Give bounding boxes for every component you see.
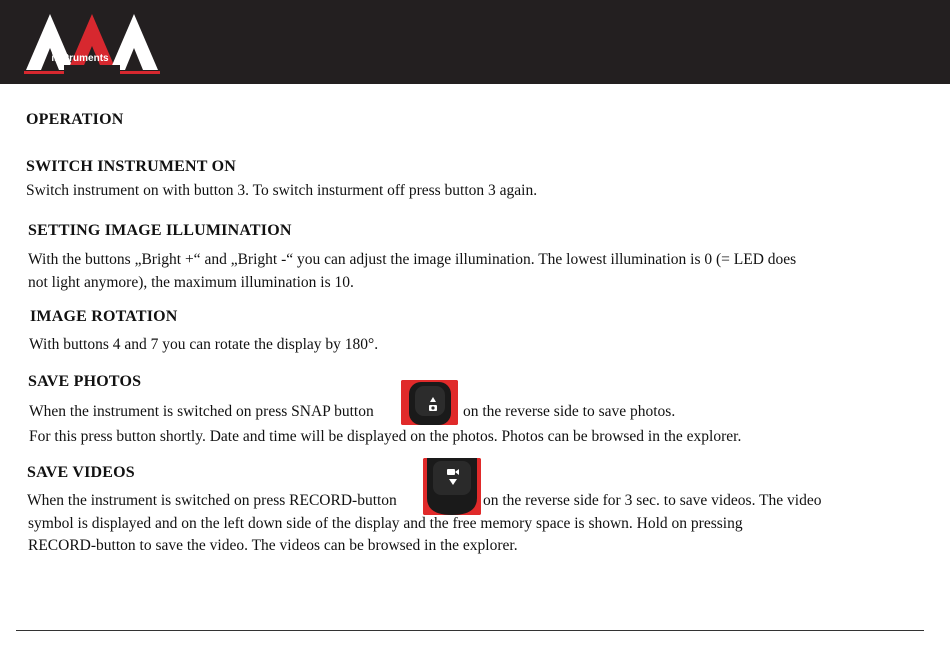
photos-text-1a: When the instrument is switched on press SNAP button [29, 403, 374, 420]
heading-operation: OPERATION [26, 111, 124, 128]
photos-text-2: For this press button shortly. Date and time will be displayed on the photos. Photos can be browsed in the explorer. [29, 428, 742, 445]
videos-text-1a: When the instrument is switched on press RECORD-button [27, 492, 397, 509]
illumination-text-1: With the buttons „Bright +“ and „Bright -“ you can adjust the image illumination. The lowest illumination is 0 (= LED does [28, 251, 797, 268]
heading-rotation: IMAGE ROTATION [30, 308, 178, 325]
heading-illumination: SETTING IMAGE ILLUMINATION [28, 222, 292, 239]
logo-subtext: instruments [51, 53, 109, 64]
page-header [0, 0, 950, 84]
snap-button-image [401, 380, 458, 425]
heading-switch-on: SWITCH INSTRUMENT ON [26, 158, 236, 175]
heading-save-photos: SAVE PHOTOS [28, 373, 142, 390]
footer-divider [16, 630, 924, 631]
record-video-icon [423, 458, 481, 515]
photos-text-1b: on the reverse side to save photos. [463, 403, 676, 420]
videos-text-3: RECORD-button to save the video. The videos can be browsed in the explorer. [28, 537, 518, 554]
illumination-text-2: not light anymore), the maximum illumination is 10. [28, 274, 354, 291]
ada-logo [24, 10, 160, 76]
record-button-image [423, 458, 481, 515]
switch-on-text: Switch instrument on with button 3. To switch insturment off press button 3 again. [26, 182, 538, 199]
videos-text-1b: on the reverse side for 3 sec. to save videos. The video [483, 492, 822, 509]
videos-text-2: symbol is displayed and on the left down side of the display and the free memory space is shown. Hold on pressing [28, 515, 743, 532]
snap-camera-icon [401, 380, 458, 425]
rotation-text: With buttons 4 and 7 you can rotate the display by 180°. [29, 336, 379, 353]
heading-save-videos: SAVE VIDEOS [27, 464, 135, 481]
